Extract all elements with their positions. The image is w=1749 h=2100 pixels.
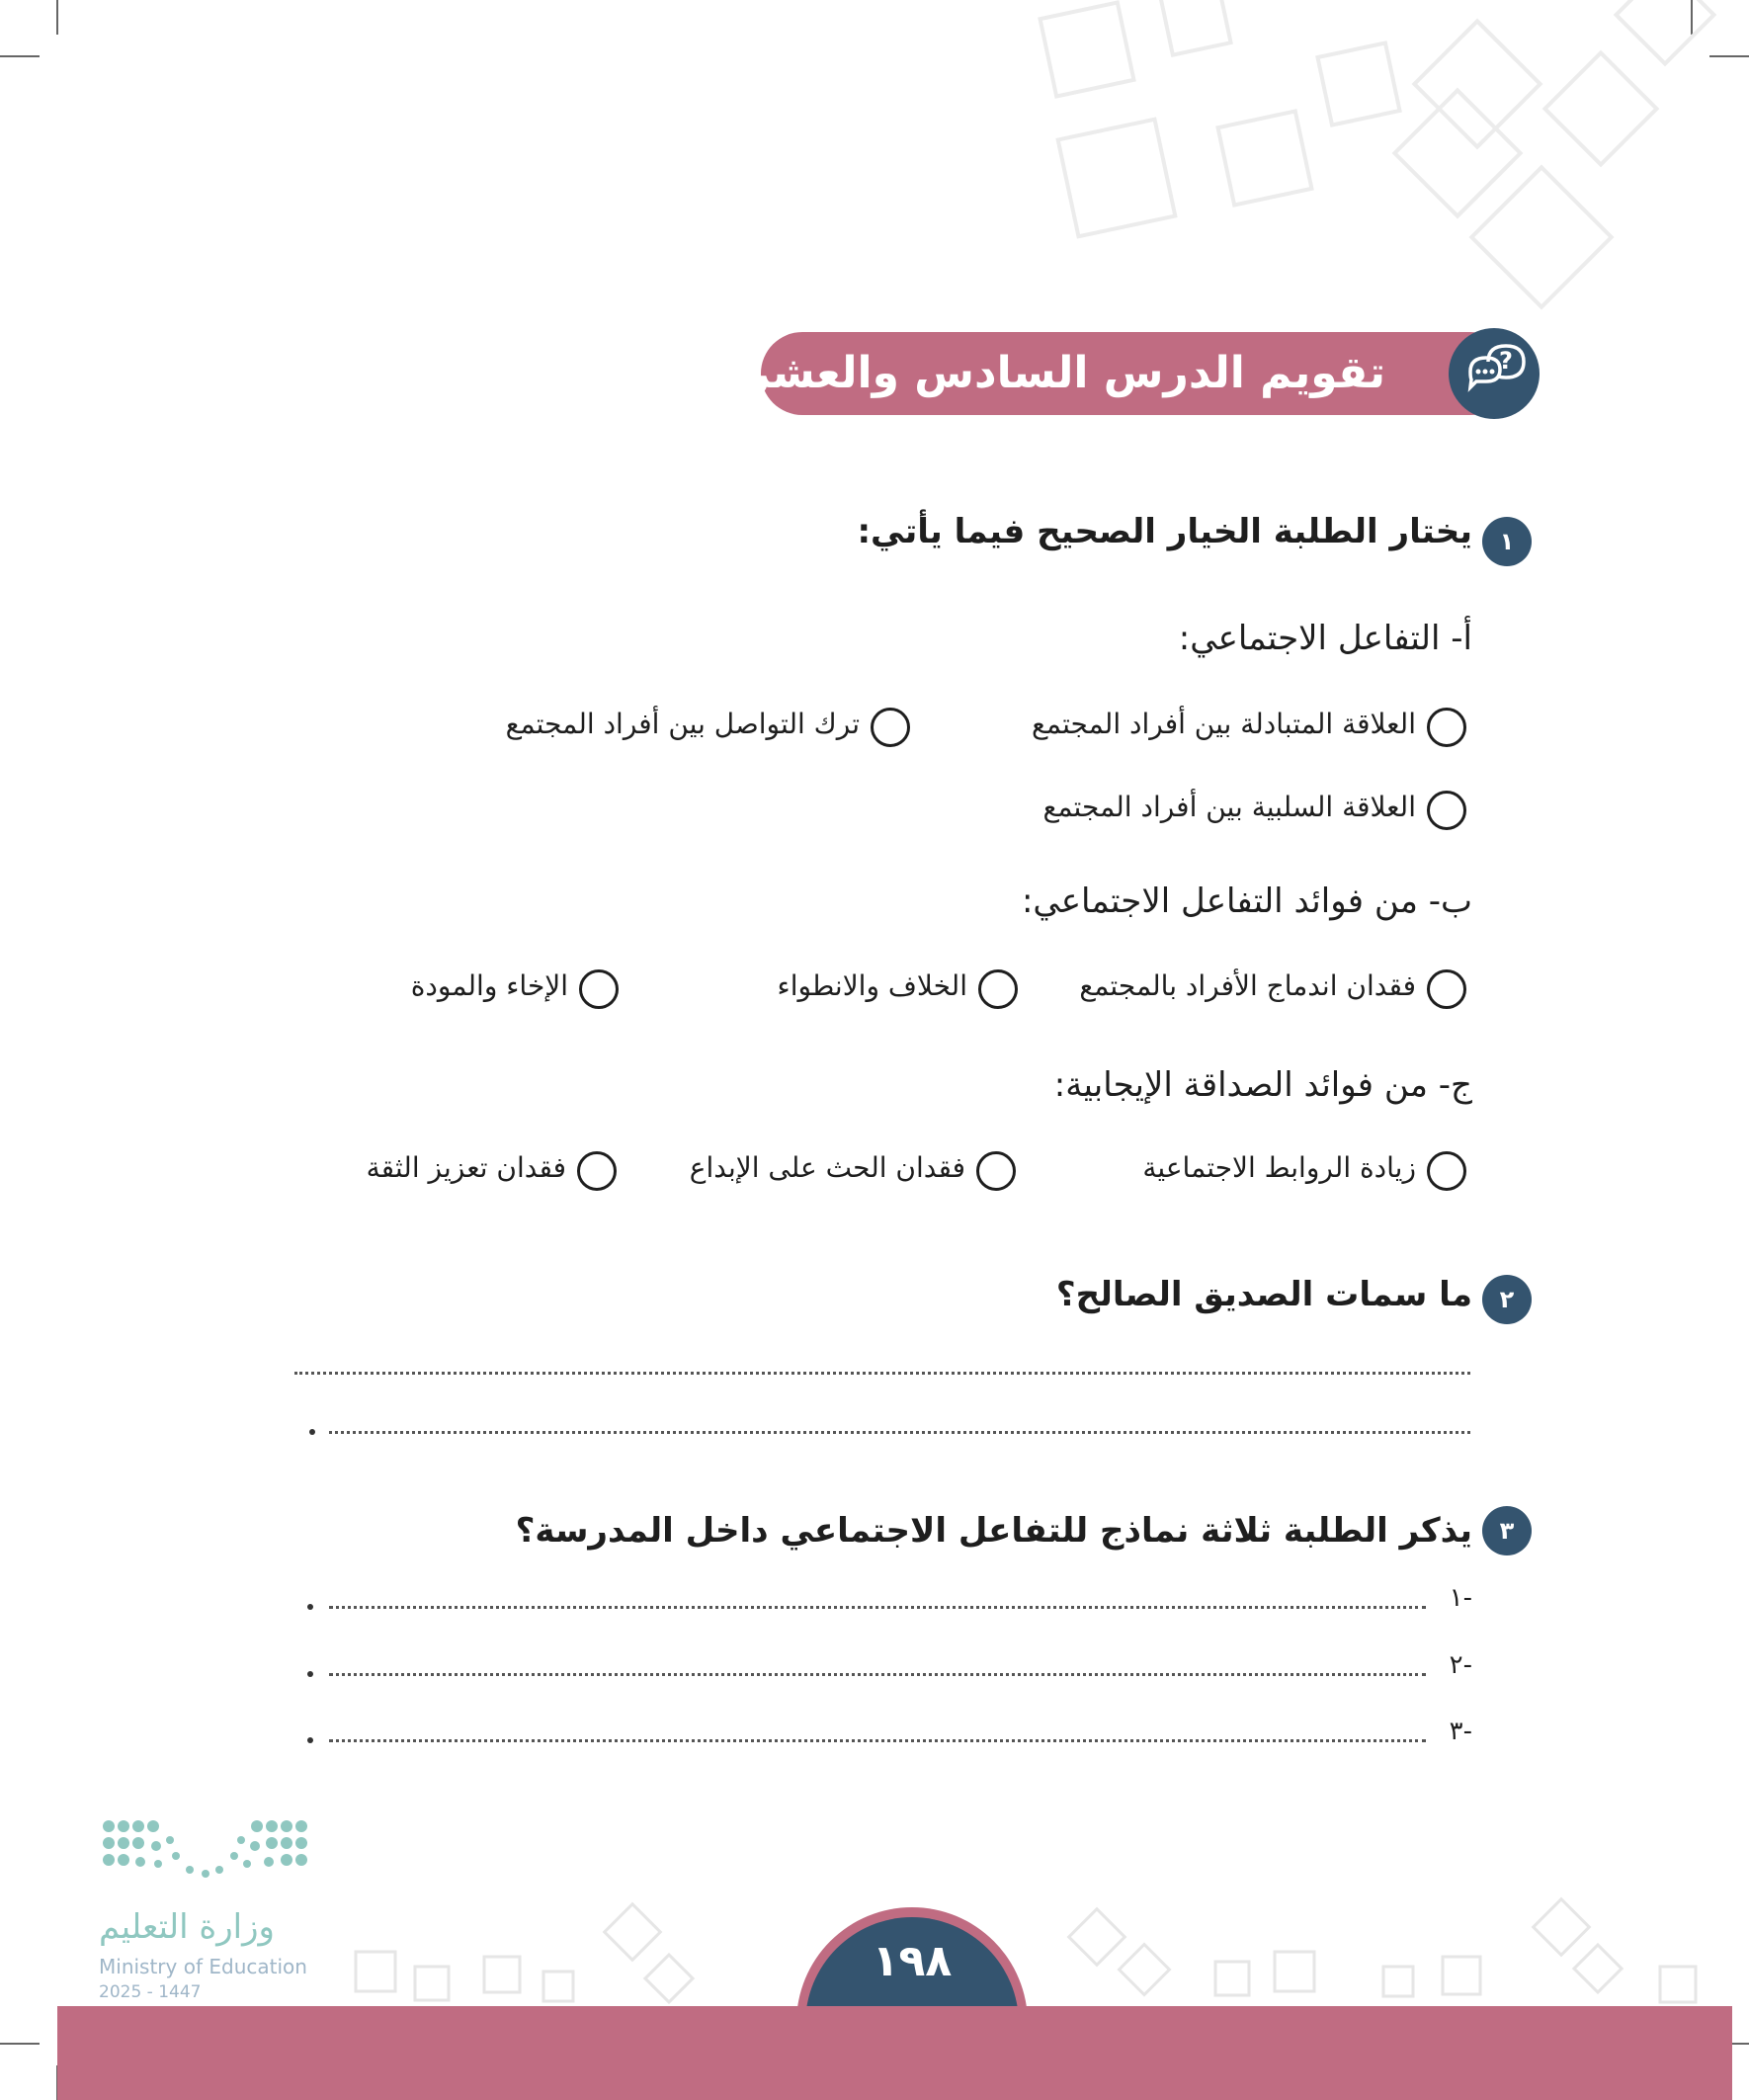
question-2-text: ما سمات الصديق الصالح؟: [1055, 1275, 1472, 1314]
option-radio[interactable]: [1427, 791, 1466, 830]
ministry-name-english: Ministry of Education: [99, 1955, 307, 1978]
answer-line-number: -١: [1449, 1583, 1472, 1613]
option-radio[interactable]: [871, 708, 910, 747]
ministry-year: 2025 - 1447: [99, 1982, 202, 2002]
answer-line[interactable]: [294, 1372, 1470, 1375]
option-radio[interactable]: [1427, 708, 1466, 747]
line-end-dot: [309, 1429, 315, 1435]
part-a-label: أ- التفاعل الاجتماعي:: [1178, 619, 1472, 658]
option-label: ترك التواصل بين أفراد المجتمع: [505, 708, 860, 740]
question-2-number: ٢: [1482, 1275, 1532, 1324]
part-b-label: ب- من فوائد التفاعل الاجتماعي:: [1021, 882, 1472, 921]
lesson-title: تقويم الدرس السادس والعشرين: [689, 348, 1385, 398]
answer-line[interactable]: [329, 1673, 1426, 1676]
ministry-name-arabic: وزارة التعليم: [99, 1907, 275, 1947]
option-label: الإخاء والمودة: [410, 969, 568, 1002]
option-radio[interactable]: [1427, 1151, 1466, 1191]
option-radio[interactable]: [579, 969, 619, 1009]
footer-bar: [57, 2006, 1732, 2100]
answer-line-number: -٢: [1449, 1650, 1472, 1680]
question-chat-icon: [1449, 328, 1540, 419]
question-3-text: يذكر الطلبة ثلاثة نماذج للتفاعل الاجتماعي داخل المدرسة؟: [515, 1511, 1472, 1551]
page-number: ١٩٨: [872, 1936, 953, 1986]
option-radio[interactable]: [976, 1151, 1016, 1191]
answer-line[interactable]: [329, 1431, 1470, 1434]
line-end-dot: [307, 1671, 313, 1677]
answer-line-number: -٣: [1449, 1717, 1472, 1746]
option-label: فقدان الحث على الإبداع: [689, 1151, 965, 1184]
part-c-label: ج- من فوائد الصداقة الإيجابية:: [1053, 1065, 1472, 1105]
question-1-number: ١: [1482, 517, 1532, 566]
option-label: فقدان اندماج الأفراد بالمجتمع: [1079, 969, 1416, 1002]
lesson-title-banner: [689, 332, 1512, 415]
option-label: الخلاف والانطواء: [777, 969, 967, 1002]
line-end-dot: [307, 1604, 313, 1610]
option-label: العلاقة السلبية بين أفراد المجتمع: [1042, 791, 1416, 823]
question-1-text: يختار الطلبة الخيار الصحيح فيما يأتي:: [857, 512, 1472, 551]
option-radio[interactable]: [1427, 969, 1466, 1009]
option-radio[interactable]: [978, 969, 1018, 1009]
option-label: زيادة الروابط الاجتماعية: [1142, 1151, 1416, 1184]
ministry-logo-dots: [99, 1816, 316, 1886]
option-label: فقدان تعزيز الثقة: [366, 1151, 566, 1184]
line-end-dot: [307, 1737, 313, 1743]
answer-line[interactable]: [329, 1606, 1426, 1609]
answer-line[interactable]: [329, 1739, 1426, 1742]
question-3-number: ٣: [1482, 1506, 1532, 1555]
option-label: العلاقة المتبادلة بين أفراد المجتمع: [1032, 708, 1416, 740]
option-radio[interactable]: [577, 1151, 617, 1191]
svg-text:?: ?: [1499, 347, 1513, 375]
